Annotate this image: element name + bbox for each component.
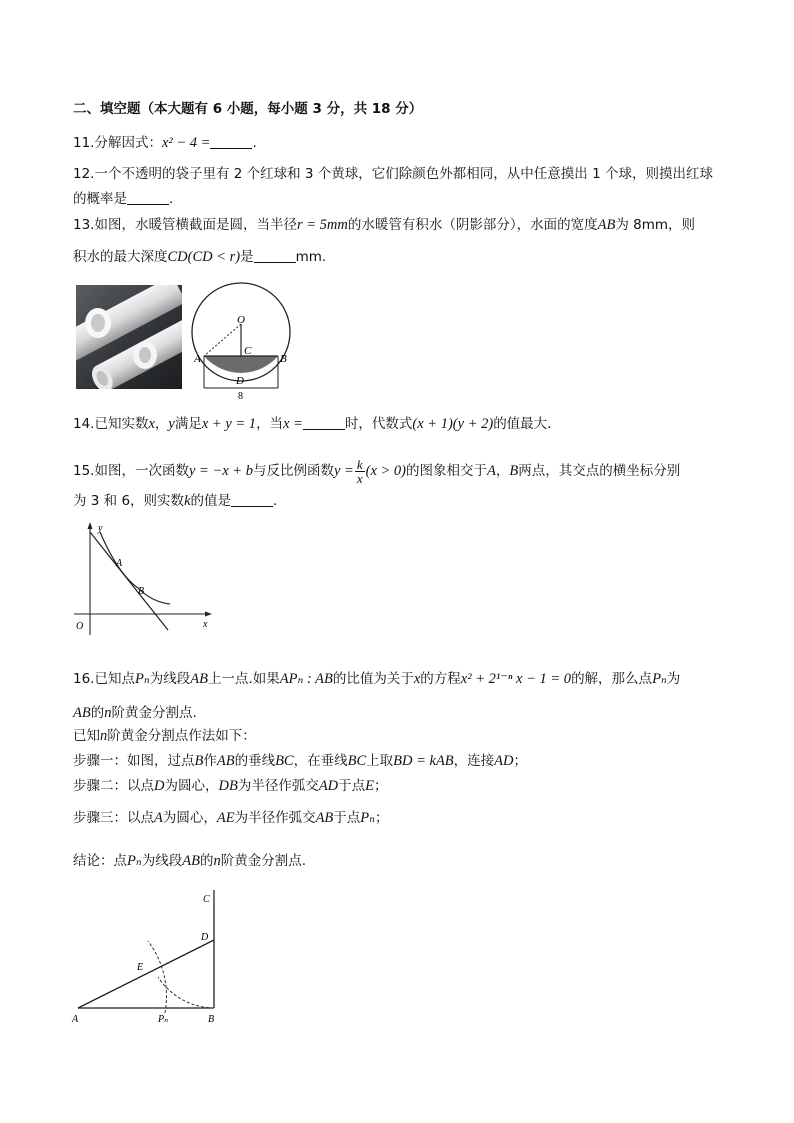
q13-text-f: 积水的最大深度 [73, 249, 168, 265]
q11-prefix: 11.分解因式： [73, 135, 162, 151]
q14-answer-blank[interactable] [303, 415, 345, 430]
step3-b: A [154, 810, 163, 826]
q15-text-j: 两点，其交点的横坐标分别 [518, 463, 681, 479]
q15-y-eq: y = [333, 463, 354, 479]
q13-text-g: 是 [240, 249, 254, 265]
q13-radius: r = 5mm [296, 217, 348, 233]
segment-ad [78, 940, 214, 1008]
step1-k: ，连接 [453, 753, 495, 769]
q14-text-c: ， [154, 416, 169, 432]
q16-text-method: 阶黄金分割点作法如下： [107, 728, 256, 744]
step3-c: 为圆心， [162, 810, 217, 826]
q13-text-e: 为 8mm，则 [615, 217, 696, 233]
label-b: B [208, 1014, 215, 1025]
concl-g: 阶黄金分割点. [220, 853, 306, 869]
water-shaded-region [204, 356, 278, 373]
label-width: 8 [238, 391, 243, 400]
q13-text-c: 的水暖管有积水（阴影部分），水面的宽度 [347, 217, 598, 233]
q15-text-h: ， [495, 463, 510, 479]
step2-f: AD [318, 778, 339, 794]
q15-suffix: . [273, 493, 278, 509]
q15-k: k [184, 493, 191, 509]
label-x: x [203, 619, 208, 630]
step3-i: ； [375, 810, 389, 826]
q14-x: x [148, 416, 155, 432]
golden-section-construction-figure [68, 884, 228, 1029]
q16-pn: Pₙ [134, 671, 150, 687]
step3-f: AB [315, 810, 334, 826]
label-o: O [237, 314, 245, 326]
x-axis-arrow [205, 612, 212, 617]
q16-equation: x² + 2¹⁻ⁿ x − 1 = 0 [460, 671, 572, 687]
q14-expression: (x + 1)(y + 2) [412, 416, 494, 432]
step1-l: AD [494, 753, 514, 769]
question-15-line2 [73, 491, 733, 511]
question-16-step3 [73, 808, 733, 828]
question-12-line1: 12.一个不透明的袋子里有 2 个红球和 3 个黄球，它们除颜色外都相同，从中任意摸出 1 个球，则摸出红球 [73, 166, 713, 182]
label-d: D [236, 375, 244, 387]
q16-text-k: 的解，那么点 [571, 671, 653, 687]
step3-h: Pₙ [360, 810, 376, 826]
step1-e: 的垂线 [234, 753, 276, 769]
q12-text: 的概率是 [73, 191, 127, 207]
question-12-line2 [73, 189, 733, 209]
step1-d: AB [216, 753, 235, 769]
concl-a: 结论：点 [73, 853, 127, 869]
q15-a: A [487, 463, 496, 479]
q14-text-g: ，当 [256, 416, 284, 432]
q16-text-de: 的 [90, 705, 105, 721]
q15-text-f: 的图象相交于 [406, 463, 487, 479]
q15-frac-num: k [356, 456, 363, 472]
q13-cd: CD(CD < r) [167, 249, 241, 265]
q15-domain: (x > 0) [365, 463, 406, 479]
arc-centered-a [148, 941, 167, 1013]
label-a: A [72, 1014, 79, 1025]
circle-cross-section-figure [188, 280, 298, 400]
concl-e: 的 [199, 853, 214, 869]
step2-b: D [154, 778, 165, 794]
step2-g: 于点 [338, 778, 366, 794]
q14-y: y [168, 416, 175, 432]
q16-x: x [413, 671, 421, 687]
q14-text-e: 满足 [174, 416, 202, 432]
q11-answer-blank[interactable] [210, 134, 252, 149]
q16-text-c: 为线段 [149, 671, 191, 687]
q15-answer-blank[interactable] [231, 492, 273, 507]
label-d: D [201, 932, 209, 943]
inverse-function-curve [100, 532, 170, 604]
q14-text-k: 的值最大. [493, 416, 552, 432]
label-y: y [98, 523, 103, 534]
step2-i: ； [374, 778, 388, 794]
step1-m: ； [513, 753, 527, 769]
concl-d: AB [182, 853, 200, 869]
step1-g: ，在垂线 [293, 753, 348, 769]
label-e: E [137, 962, 144, 973]
step3-g: 于点 [333, 810, 361, 826]
step2-c: 为圆心， [164, 778, 219, 794]
step1-f: BC [275, 753, 294, 769]
label-b: B [280, 353, 287, 365]
label-a: A [116, 558, 123, 569]
q16-text-golden: 阶黄金分割点. [111, 705, 197, 721]
q14-text-a: 14.已知实数 [73, 416, 149, 432]
section-header: 二、填空题（本大题有 6 小题，每小题 3 分，共 18 分） [73, 101, 423, 117]
q15-b: B [509, 463, 519, 479]
q16-ab-2: AB [73, 705, 91, 721]
q12-answer-blank[interactable] [127, 190, 169, 205]
step1-b: B [194, 753, 204, 769]
step2-h: E [365, 778, 375, 794]
question-16-line1 [73, 669, 733, 689]
step1-c: 作 [203, 753, 217, 769]
q11-expression: x² − 4 = [161, 135, 211, 151]
q14-x-eq: x = [283, 416, 303, 432]
concl-f: n [213, 853, 221, 869]
q16-text-known: 已知 [73, 728, 100, 744]
q16-n: n [104, 705, 112, 721]
concl-c: 为线段 [141, 853, 183, 869]
question-16-step2 [73, 776, 733, 796]
step1-a: 步骤一：如图，过点 [73, 753, 195, 769]
q13-unit: mm. [295, 249, 327, 265]
q15-frac-den: x [356, 470, 363, 486]
question-14 [73, 414, 733, 434]
question-16-step1 [73, 751, 733, 771]
q16-text-e: 上一点.如果 [207, 671, 280, 687]
question-16-conclusion [73, 851, 733, 871]
label-b: B [138, 586, 145, 597]
q12-suffix: . [169, 191, 174, 207]
step2-a: 步骤二：以点 [73, 778, 154, 794]
q16-text-m: 为 [666, 671, 681, 687]
q15-text-c: 与反比例函数 [252, 463, 334, 479]
q16-pn-2: Pₙ [652, 671, 667, 687]
step1-j: BD = kAB [393, 753, 454, 769]
step3-a: 步骤三：以点 [73, 810, 154, 826]
question-16-line2 [73, 703, 733, 723]
question-11 [73, 133, 733, 153]
q14-condition: x + y = 1 [201, 416, 257, 432]
y-axis-arrow [88, 522, 93, 529]
q13-text-a: 13.如图，水暖管横截面是圆，当半径 [73, 217, 297, 233]
step2-e: 为半径作弧交 [237, 778, 319, 794]
step2-d: DB [218, 778, 238, 794]
q11-suffix: . [252, 135, 257, 151]
q13-ab: AB [597, 217, 616, 233]
q15-text-k: 为 3 和 6，则实数 [73, 493, 185, 509]
concl-b: Pₙ [127, 853, 142, 869]
q15-fraction [355, 458, 365, 485]
pipe-photo [76, 285, 182, 389]
label-c: C [203, 894, 210, 905]
q15-linear: y = −x + b [188, 463, 253, 479]
q16-ratio: APₙ : AB [279, 671, 333, 687]
question-16-line3 [73, 726, 733, 746]
q15-text-l: 的值是 [190, 493, 231, 509]
label-o: O [76, 621, 84, 632]
label-pn: Pₙ [158, 1014, 169, 1025]
q16-n-2: n [100, 728, 108, 744]
q16-text-i: 的方程 [420, 671, 461, 687]
step1-i: 上取 [366, 753, 394, 769]
question-13-line1 [73, 215, 733, 235]
q15-text-a: 15.如图，一次函数 [73, 463, 189, 479]
step1-h: BC [347, 753, 367, 769]
q13-answer-blank[interactable] [254, 248, 296, 263]
label-a: A [194, 353, 201, 365]
step3-d: AE [216, 810, 235, 826]
step3-e: 为半径作弧交 [234, 810, 316, 826]
radius-oa [204, 324, 241, 356]
function-graph-figure [70, 518, 220, 638]
label-c: C [244, 345, 252, 357]
q16-text-g: 的比值为关于 [332, 671, 414, 687]
q16-text-a: 16.已知点 [73, 671, 135, 687]
question-15-line1 [73, 456, 733, 486]
q14-text-i: 时，代数式 [344, 416, 413, 432]
q16-ab: AB [190, 671, 208, 687]
question-13-line2 [73, 247, 733, 267]
